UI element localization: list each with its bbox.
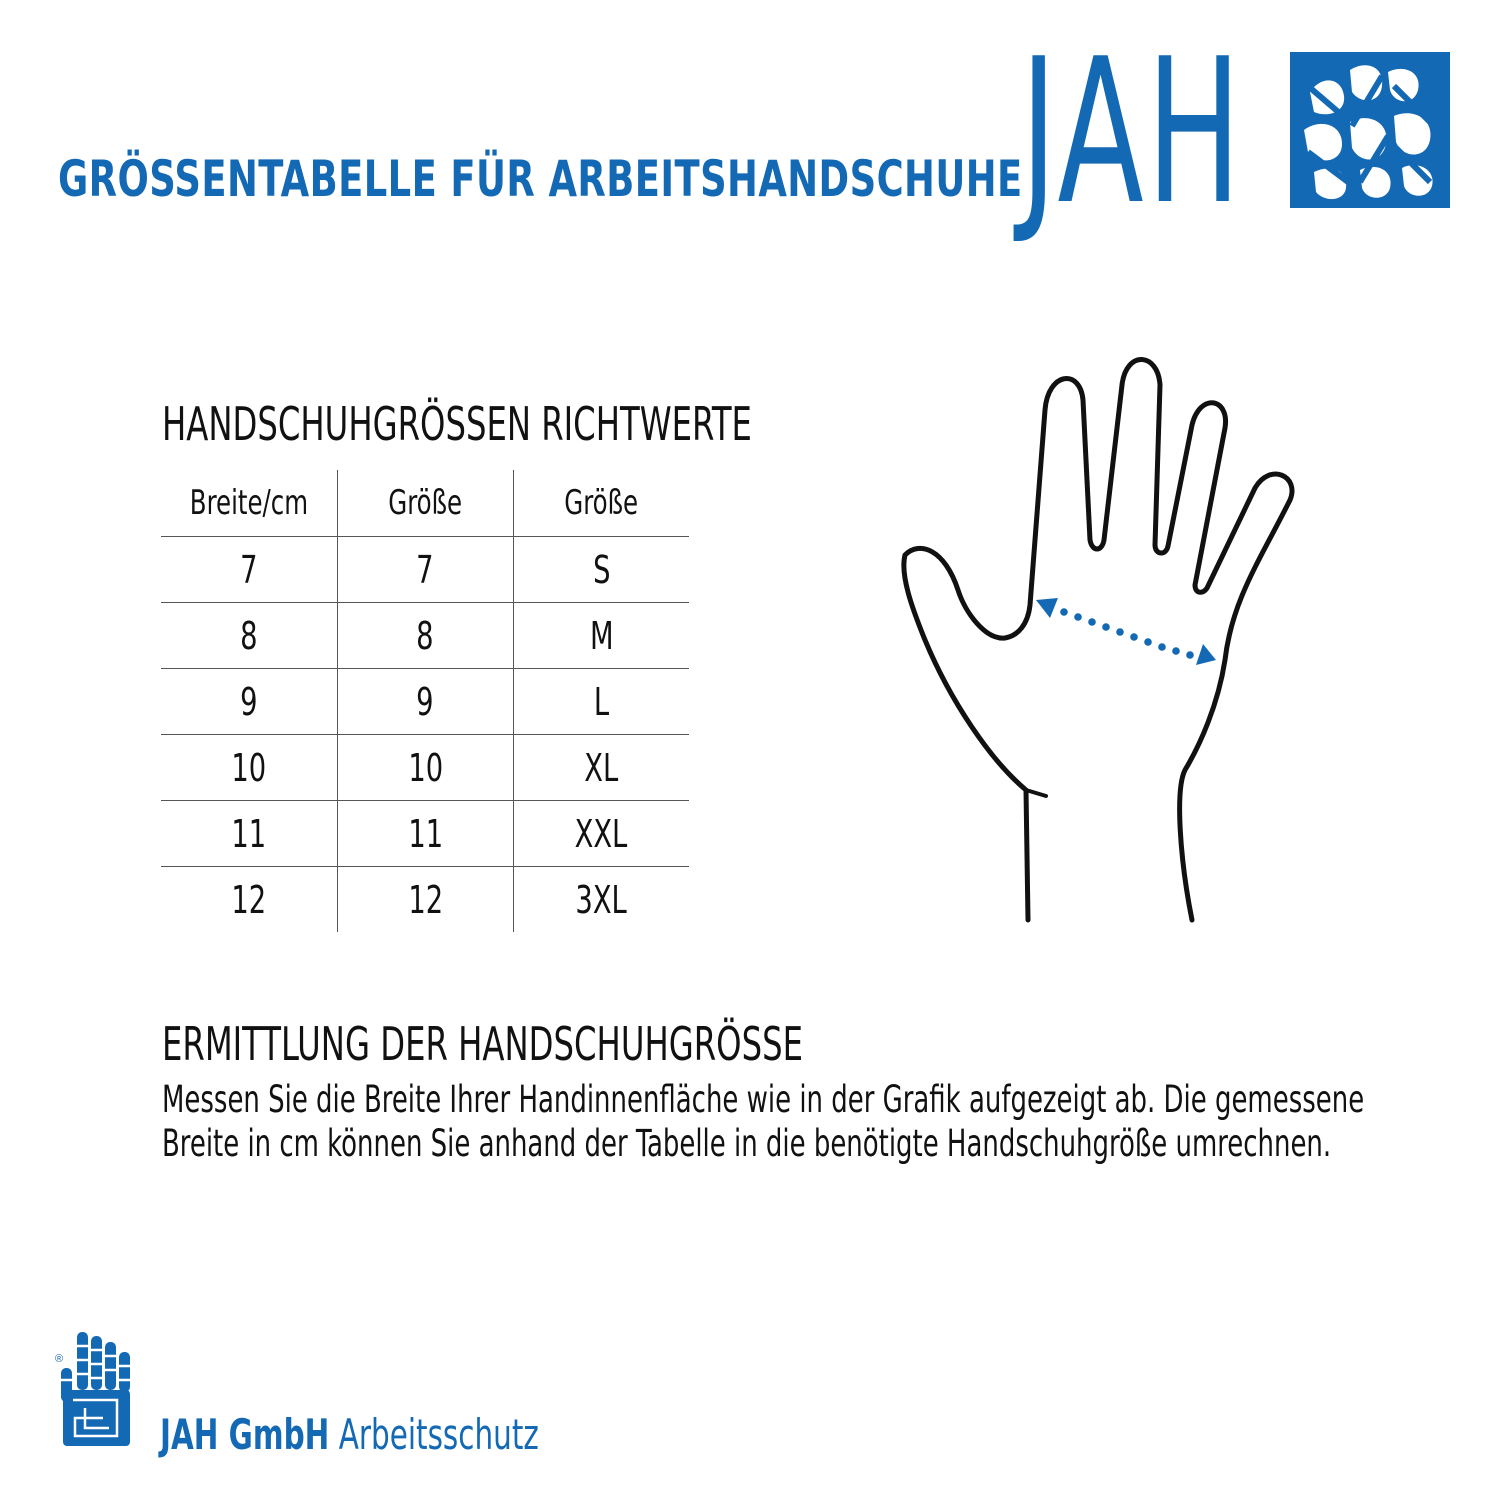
measurement-instructions [162, 1078, 1365, 1166]
table-cell: 11 [337, 801, 513, 867]
table-cell: 7 [161, 537, 337, 603]
glove-logo-icon [55, 1332, 133, 1454]
company-suffix: Arbeitsschutz [338, 1410, 539, 1459]
measurement-heading: ERMITTLUNG DER HANDSCHUHGRÖSSE [162, 1017, 803, 1071]
table-cell: M [513, 603, 689, 669]
table-cell: L [513, 669, 689, 735]
footer-company-label [160, 1410, 539, 1459]
table-cell: 12 [161, 867, 337, 933]
table-row [161, 735, 689, 801]
column-header: Breite/cm [189, 483, 308, 523]
wrist-crease [1026, 790, 1046, 796]
table-cell: 11 [161, 801, 337, 867]
hand-outline [904, 359, 1292, 920]
size-table-heading: HANDSCHUHGRÖSSEN RICHTWERTE [162, 397, 752, 451]
page-title: GRÖSSENTABELLE FÜR ARBEITSHANDSCHUHE [58, 150, 1023, 208]
table-cell: XXL [513, 801, 689, 867]
table-cell: 8 [337, 603, 513, 669]
brand-emblem-icon [1290, 52, 1450, 208]
instruction-line: Messen Sie die Breite Ihrer Handinnenfläche wie in der Grafik aufgezeigt ab. Die gemessene [162, 1078, 1365, 1121]
table-row [161, 801, 689, 867]
table-header-row [161, 470, 689, 537]
table-cell: 3XL [513, 867, 689, 933]
table-row [161, 603, 689, 669]
size-table [161, 470, 689, 932]
brand-wordmark: JAH [1020, 16, 1244, 249]
table-cell: 7 [337, 537, 513, 603]
palm-width-arrow-icon [1036, 598, 1216, 665]
registered-mark: ® [55, 1353, 64, 1365]
table-row [161, 669, 689, 735]
table-cell: 10 [337, 735, 513, 801]
table-cell: 12 [337, 867, 513, 933]
table-row [161, 867, 689, 933]
company-name: JAH GmbH [160, 1410, 330, 1459]
table-cell: 9 [337, 669, 513, 735]
table-row [161, 537, 689, 603]
table-cell: 9 [161, 669, 337, 735]
table-cell: 10 [161, 735, 337, 801]
hand-outline-icon [880, 340, 1320, 940]
table-cell: 8 [161, 603, 337, 669]
table-cell: S [513, 537, 689, 603]
column-header: Größe [513, 470, 689, 537]
instruction-line: Breite in cm können Sie anhand der Tabelle in die benötigte Handschuhgröße umrechnen. [162, 1122, 1332, 1165]
table-cell: XL [513, 735, 689, 801]
column-header: Größe [337, 470, 513, 537]
